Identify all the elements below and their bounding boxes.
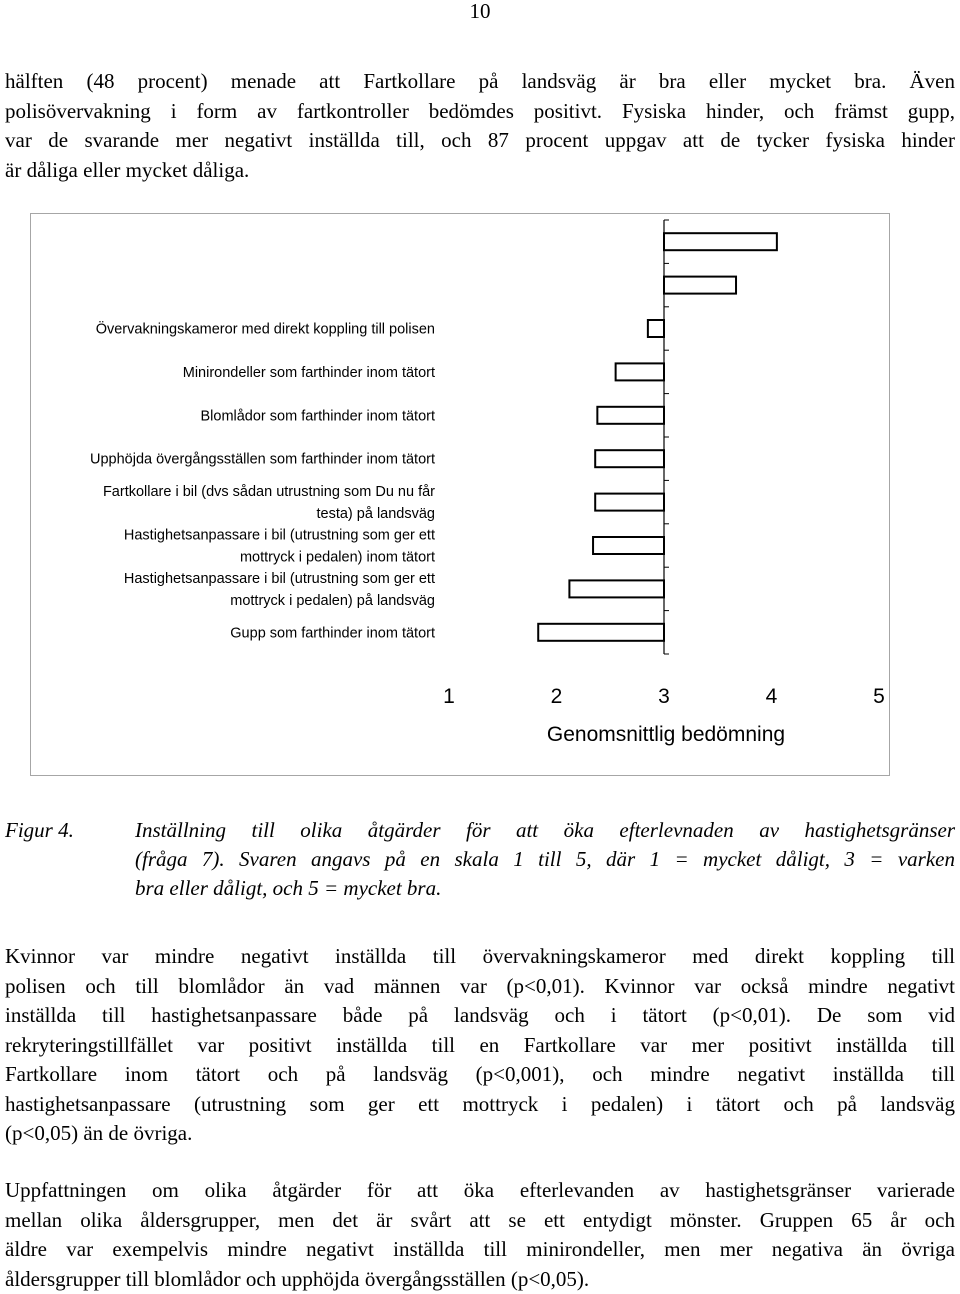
paragraph-2 [5, 942, 955, 1149]
paragraph-3 [5, 1176, 955, 1294]
caption-line: bra eller dåligt, och 5 = mycket bra. [135, 874, 955, 903]
paragraph-line: mellan olika åldersgrupper, men det är svårt att se ett entydigt mönster. Gruppen 65 år och [5, 1206, 955, 1236]
category-label: testa) på landsväg [317, 506, 436, 522]
category-label: mottryck i pedalen) inom tätort [240, 550, 435, 566]
paragraph-line: är dåliga eller mycket dåliga. [5, 156, 955, 186]
paragraph-line: polisen och till blomlådor än vad männen var (p<0,01). Kvinnor var också mindre negativt [5, 972, 955, 1002]
paragraph-line: (p<0,05) än de övriga. [5, 1119, 955, 1149]
chart-bar [569, 580, 664, 597]
chart-frame [30, 213, 890, 776]
x-tick-label: 1 [443, 685, 455, 708]
chart-bar [595, 450, 664, 467]
category-label: mottryck i pedalen) på landsväg [230, 593, 435, 609]
paragraph-line: Kvinnor var mindre negativt inställda till övervakningskameror med direkt koppling till [5, 942, 955, 972]
category-label: Hastighetsanpassare i bil (utrustning som ger ett [124, 571, 435, 587]
x-tick-label: 5 [873, 685, 885, 708]
paragraph-line: Fartkollare inom tätort och på landsväg (p<0,001), och mindre negativt inställda till [5, 1060, 955, 1090]
figure-caption [135, 816, 955, 903]
caption-line: (fråga 7). Svaren angavs på en skala 1 till 5, där 1 = mycket dåligt, 3 = varken [135, 845, 955, 874]
chart-bar [664, 233, 777, 250]
category-label: Gupp som farthinder inom tätort [230, 625, 435, 641]
bar-chart [31, 214, 889, 775]
x-tick-label: 3 [658, 685, 670, 708]
paragraph-line: rekryteringstillfället var positivt inställda till en Fartkollare var mer positivt inställda till [5, 1031, 955, 1061]
chart-bar [648, 320, 664, 337]
category-label: Blomlådor som farthinder inom tätort [200, 408, 435, 424]
paragraph-line: hälften (48 procent) menade att Fartkollare på landsväg är bra eller mycket bra. Även [5, 67, 955, 97]
chart-bar [616, 363, 664, 380]
category-label: Fartkollare i bil (dvs sådan utrustning som Du nu får [103, 484, 435, 500]
x-tick-label: 2 [551, 685, 563, 708]
chart-bar [664, 277, 736, 294]
category-label: Upphöjda övergångsställen som farthinder inom tätort [90, 452, 435, 468]
caption-line: Inställning till olika åtgärder för att öka efterlevnaden av hastighetsgränser [135, 816, 955, 845]
chart-bar [595, 494, 664, 511]
paragraph-line: Uppfattningen om olika åtgärder för att öka efterlevanden av hastighetsgränser varierade [5, 1176, 955, 1206]
paragraph-line: åldersgrupper till blomlådor och upphöjda övergångsställen (p<0,05). [5, 1265, 955, 1294]
chart-bar [538, 624, 664, 641]
chart-bar [597, 407, 664, 424]
paragraph-line: polisövervakning i form av fartkontroller bedömdes positivt. Fysiska hinder, och främst gupp, [5, 97, 955, 127]
paragraph-line: var de svarande mer negativt inställda till, och 87 procent uppgav att de tycker fysiska hinder [5, 126, 955, 156]
category-label: Hastighetsanpassare i bil (utrustning som ger ett [124, 528, 435, 544]
paragraph-line: hastighetsanpassare (utrustning som ger ett mottryck i pedalen) i tätort och på landsväg [5, 1090, 955, 1120]
chart-bar [593, 537, 664, 554]
paragraph-line: äldre var exempelvis mindre negativt inställda till minirondeller, men mer negativa än övriga [5, 1235, 955, 1265]
x-tick-label: 4 [766, 685, 778, 708]
x-axis-title: Genomsnittlig bedömning [547, 723, 785, 746]
category-label: Minirondeller som farthinder inom tätort [183, 365, 435, 381]
figure-label: Figur 4. [5, 816, 74, 845]
category-label: Övervakningskameror med direkt koppling till polisen [96, 320, 435, 338]
page-number: 10 [0, 0, 960, 22]
paragraph-1 [5, 67, 955, 185]
paragraph-line: inställda till hastighetsanpassare både på landsväg och i tätort (p<0,01). De som vid [5, 1001, 955, 1031]
